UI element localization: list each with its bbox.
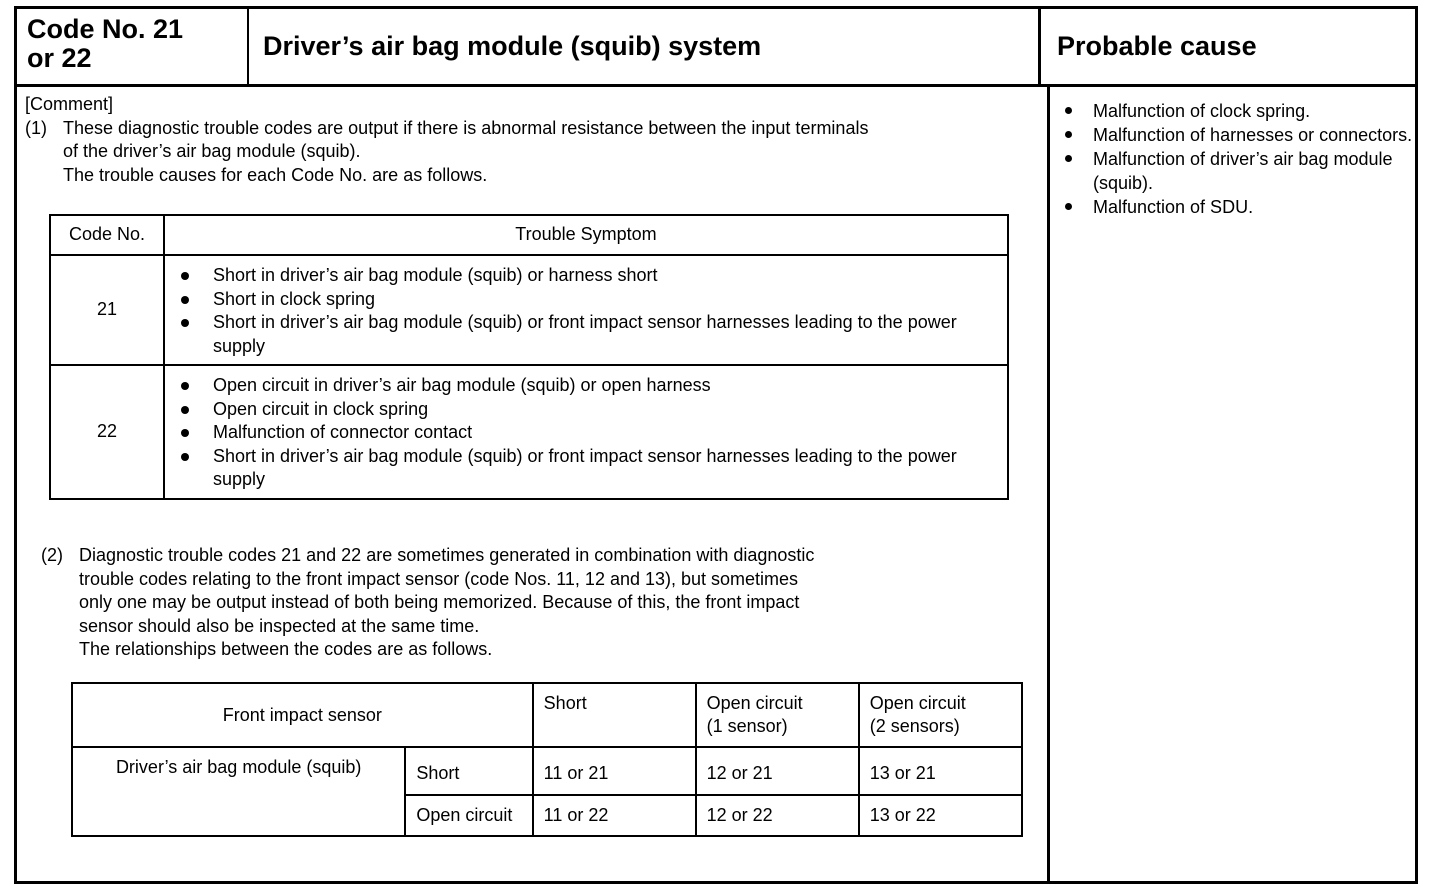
probable-cause-list	[1063, 99, 1413, 219]
list-item: Short in driver’s air bag module (squib) or harness short	[179, 264, 997, 288]
bullet-icon	[1065, 107, 1072, 114]
column-header-open-1: Open circuit (1 sensor)	[696, 683, 859, 747]
table-row	[50, 255, 1008, 365]
comment-item-1	[25, 117, 1035, 188]
column-header-symptom: Trouble Symptom	[164, 215, 1008, 255]
item-text: sensor should also be inspected at the same time.	[79, 615, 480, 636]
item-text: The relationships between the codes are as follows.	[79, 639, 493, 659]
bullet-icon	[181, 272, 189, 280]
item-number: (1)	[25, 117, 47, 138]
system-title: Driver’s air bag module (squib) system	[249, 9, 1041, 87]
code-number-line-2: or 22	[27, 43, 92, 73]
list-item: Open circuit in driver’s air bag module (squib) or open harness	[179, 374, 997, 398]
item-text: of the driver’s air bag module (squib).	[63, 141, 361, 161]
column-divider	[1047, 87, 1050, 881]
bullet-icon	[181, 319, 189, 327]
comment-label: [Comment]	[25, 94, 114, 114]
list-item: Malfunction of SDU.	[1063, 195, 1413, 219]
relation-cell: 12 or 21	[696, 747, 859, 795]
column-header-open-2: Open circuit (2 sensors)	[859, 683, 1022, 747]
list-item: Malfunction of driver’s air bag module (squib).	[1063, 147, 1413, 195]
column-header-short: Short	[533, 683, 696, 747]
row-label-short: Short	[405, 747, 532, 795]
item-text: Diagnostic trouble codes 21 and 22 are sometimes generated in combination with diagnostic	[79, 545, 815, 565]
bullet-icon	[181, 406, 189, 414]
trouble-symptom-table	[49, 214, 1009, 500]
list-item: Malfunction of connector contact	[179, 421, 997, 445]
bullet-icon	[181, 429, 189, 437]
relation-cell: 11 or 22	[533, 795, 696, 836]
comment-item-2	[41, 544, 981, 662]
symptom-cell	[164, 365, 1008, 499]
item-text: trouble codes relating to the front impact sensor (code Nos. 11, 12 and 13), but sometimes	[79, 568, 799, 589]
list-item: Short in driver’s air bag module (squib) or front impact sensor harnesses leading to the power supply	[179, 311, 997, 358]
item-text: only one may be output instead of both being memorized. Because of this, the front impact	[79, 592, 800, 612]
bullet-icon	[181, 453, 189, 461]
relation-cell: 13 or 21	[859, 747, 1022, 795]
row-label-open-circuit: Open circuit	[405, 795, 532, 836]
comment-section	[25, 93, 1035, 825]
item-text: The trouble causes for each Code No. are as follows.	[63, 164, 488, 185]
table-row	[72, 747, 1022, 795]
code-cell: 22	[50, 365, 164, 499]
relation-cell: 11 or 21	[533, 747, 696, 795]
code-number-heading	[17, 9, 249, 87]
front-impact-sensor-header: Front impact sensor	[72, 683, 533, 747]
list-item: Malfunction of harnesses or connectors.	[1063, 123, 1413, 147]
bullet-icon	[1065, 155, 1072, 162]
probable-cause-heading: Probable cause	[1041, 9, 1415, 87]
code-cell: 21	[50, 255, 164, 365]
list-item: Open circuit in clock spring	[179, 398, 997, 422]
bullet-icon	[181, 296, 189, 304]
relation-cell: 13 or 22	[859, 795, 1022, 836]
table-row	[50, 365, 1008, 499]
diagnostic-page	[14, 6, 1418, 884]
list-item: Short in driver’s air bag module (squib) or front impact sensor harnesses leading to the power supply	[179, 445, 997, 492]
squib-row-header: Driver’s air bag module (squib)	[72, 747, 405, 836]
item-text: These diagnostic trouble codes are output if there is abnormal resistance between the input terminals	[63, 117, 869, 138]
column-header-code: Code No.	[50, 215, 164, 255]
bullet-icon	[181, 382, 189, 390]
code-relationship-table	[71, 682, 1023, 837]
code-number-line-1: Code No. 21	[27, 14, 184, 44]
bullet-icon	[1065, 131, 1072, 138]
list-item: Malfunction of clock spring.	[1063, 99, 1413, 123]
list-item: Short in clock spring	[179, 288, 997, 312]
item-number: (2)	[41, 545, 63, 565]
bullet-icon	[1065, 203, 1072, 210]
relation-cell: 12 or 22	[696, 795, 859, 836]
symptom-cell	[164, 255, 1008, 365]
